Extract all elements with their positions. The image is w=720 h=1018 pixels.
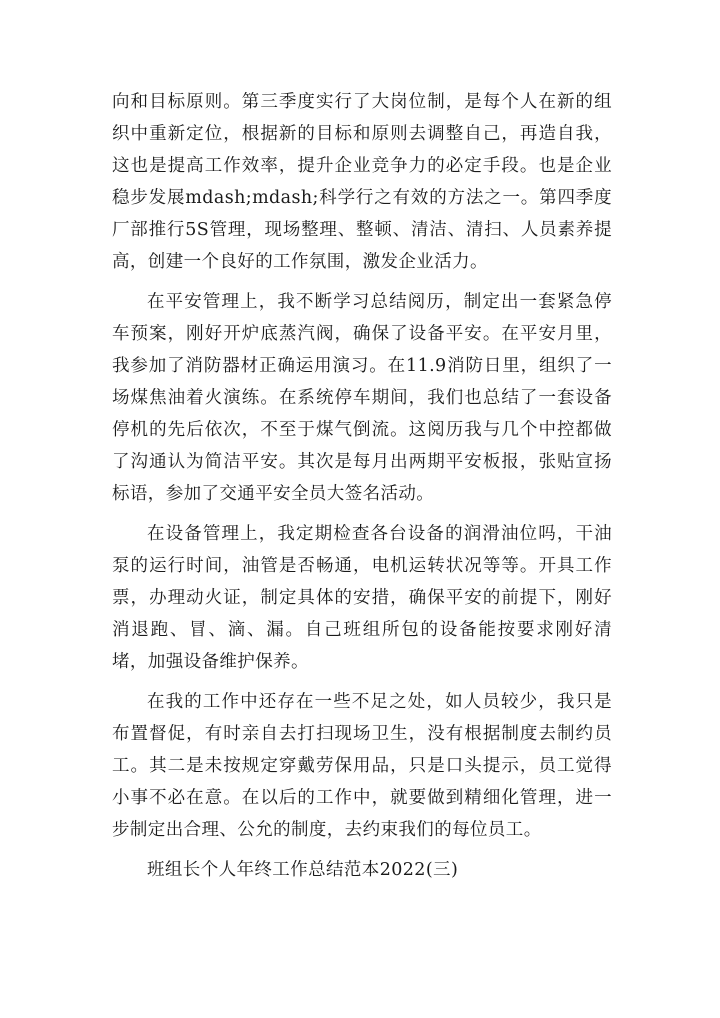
section-heading: 班组长个人年终工作总结范本2022(三) (147, 860, 459, 880)
paragraph-shortcomings: 在我的工作中还存在一些不足之处，如人员较少，我只是布置督促，有时亲自去打扫现场卫生，没有根据制度去制约员工。其二是未按规定穿戴劳保用品，只是口头提示，员工觉得小事不必在意。在以后的工作中，就要做到精细化管理，进一步制定出合理、公允的制度，去约束我们的每位员工。 (112, 692, 612, 840)
document-body (112, 86, 612, 886)
paragraph-equipment-management: 在设备管理上，我定期检查各台设备的润滑油位吗，干油泵的运行时间，油管是否畅通，电机运转状况等等。开具工作票，办理动火证，制定具体的安措，确保平安的前提下，刚好消退跑、冒、滴、漏。自己班组所包的设备能按要求刚好清堵，加强设备维护保养。 (112, 524, 612, 672)
paragraph-safety-management: 在平安管理上，我不断学习总结阅历，制定出一套紧急停车预案，刚好开炉底蒸汽阀，确保了设备平安。在平安月里，我参加了消防器材正确运用演习。在11.9消防日里，组织了一场煤焦油着火演练。在系统停车期间，我们也总结了一套设备停机的先后依次，不至于煤气倒流。这阅历我与几个中控都做了沟通认为简洁平安。其次是每月出两期平安板报，张贴宣扬标语，参加了交通平安全员大签名活动。 (112, 292, 612, 504)
paragraph-goal-principles: 向和目标原则。第三季度实行了大岗位制，是每个人在新的组织中重新定位，根据新的目标和原则去调整自己，再造自我，这也是提高工作效率，提升企业竞争力的必定手段。也是企业稳步发展mdash;mdash;科学行之有效的方法之一。第四季度厂部推行5S管理，现场整理、整顿、清洁、清扫、人员素养提高，创建一个良好的工作氛围，激发企业活力。 (112, 92, 612, 272)
